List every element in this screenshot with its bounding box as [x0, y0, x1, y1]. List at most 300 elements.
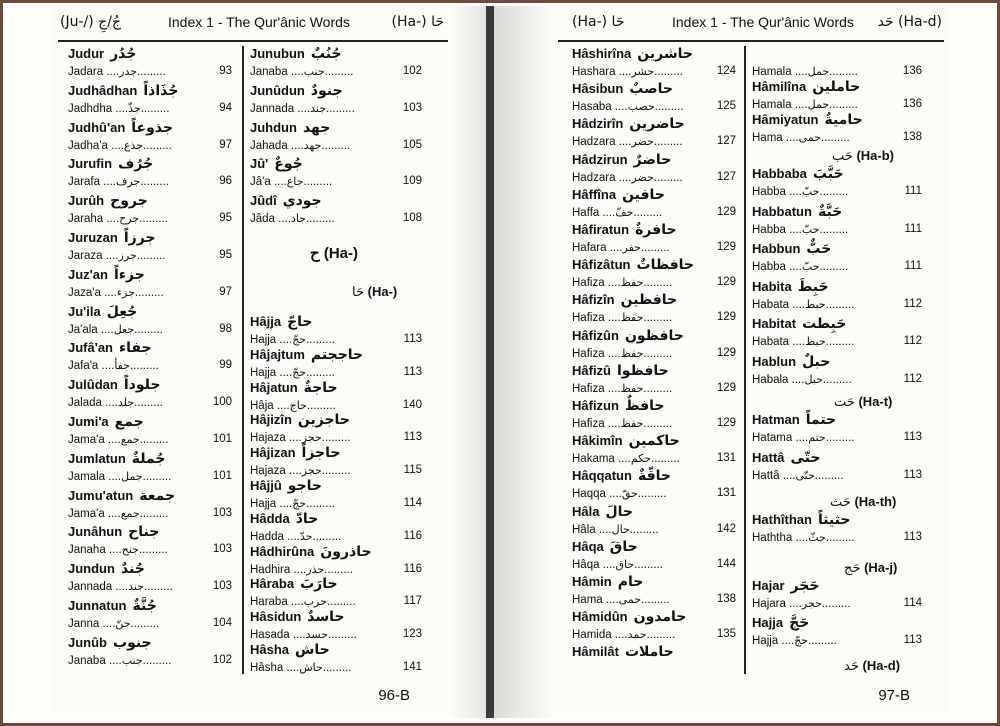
entry-headword	[250, 83, 343, 99]
index-entry	[68, 193, 238, 230]
entry-arabic: جرزاً	[123, 230, 156, 246]
index-entry	[68, 635, 238, 672]
entry-page-ref: 113	[403, 431, 422, 444]
entry-root: Habata	[752, 336, 790, 348]
leader-dots: .........	[305, 213, 335, 226]
leader-dots: .........	[142, 470, 172, 483]
entry-arabic: جُنُبٌ	[310, 46, 342, 62]
entry-root-arabic: حجز	[301, 431, 322, 445]
entry-headword	[250, 412, 350, 428]
entry-root-line	[752, 65, 928, 78]
leader-dots: .........	[651, 453, 680, 466]
leader-dots: ....	[276, 498, 293, 510]
entry-headword	[250, 156, 303, 172]
leader-dots: .........	[633, 206, 663, 219]
sub-header-ha-d: حَد (Ha-d)	[844, 658, 901, 674]
entry-root-line	[250, 333, 428, 346]
entry-headword	[68, 340, 152, 356]
entry-page-ref: 112	[903, 297, 922, 310]
leader-dots: .........	[825, 336, 855, 348]
leader-dots: .........	[641, 594, 670, 606]
entry-transliteration: Junnatun	[68, 598, 127, 613]
leader-dots: ....	[290, 563, 307, 576]
entry-root: Hafiza	[572, 382, 605, 395]
entry-root-line	[572, 558, 742, 571]
entry-page-ref: 138	[716, 593, 736, 605]
entry-arabic: حافرةٌ	[635, 222, 677, 238]
entry-root-arabic: حجّ	[292, 333, 307, 346]
entry-root-arabic: حفّ	[615, 205, 634, 219]
book-spine	[486, 6, 494, 718]
entry-arabic: حَبَّبَ	[812, 166, 844, 182]
sub-header-ha: حَا (Ha-)	[352, 284, 398, 300]
leader-dots: ....	[97, 323, 114, 336]
leader-dots: .........	[306, 399, 336, 412]
entry-headword	[250, 347, 363, 363]
entry-root-arabic: جنب	[121, 653, 143, 667]
entry-root: Habala	[752, 373, 789, 386]
entry-page-ref: 116	[403, 529, 422, 542]
entry-arabic: حامدون	[633, 609, 687, 626]
column-divider	[242, 46, 244, 674]
entry-root: Hâsha	[250, 662, 284, 674]
entry-root-line	[68, 359, 238, 372]
entry-root-line	[250, 595, 428, 608]
entry-root: Jaraza	[68, 250, 103, 262]
entry-transliteration: Hâjja	[250, 314, 282, 329]
leader-dots: ....	[112, 102, 129, 115]
entry-headword	[68, 156, 153, 172]
entry-page-ref: 115	[403, 464, 422, 477]
entry-transliteration: Hâmiyatun	[752, 112, 819, 127]
entry-root-line	[752, 431, 928, 444]
leader-dots: .........	[143, 139, 172, 152]
index-entry	[68, 230, 238, 267]
leader-dots: ....	[604, 418, 621, 430]
index-entry	[250, 511, 428, 544]
leader-dots: ....	[283, 662, 300, 674]
index-entry	[250, 478, 428, 511]
entry-arabic: جمع	[114, 414, 144, 430]
leader-dots: .........	[326, 102, 355, 115]
entry-page-ref: 100	[212, 396, 232, 409]
sub-header-ha-th: حَث (Ha-th)	[830, 494, 897, 510]
entry-root-arabic: حبّ	[801, 185, 820, 198]
entry-arabic: جُذَاذاً	[143, 82, 179, 99]
entry-root-line	[68, 433, 238, 446]
entry-page-ref: 113	[403, 333, 422, 345]
index-entry	[752, 615, 928, 652]
leader-dots: ....	[287, 139, 304, 152]
entry-root-line	[572, 382, 742, 395]
entry-transliteration: Julûdan	[68, 377, 118, 393]
entry-headword	[752, 615, 809, 631]
leader-dots: .........	[808, 635, 837, 647]
entry-root-line	[250, 661, 428, 674]
entry-root: Hafiza	[572, 277, 605, 290]
leader-dots: ....	[614, 453, 631, 466]
entry-arabic: حاضرٌ	[633, 151, 672, 168]
entry-root-arabic: جنّ	[115, 617, 131, 630]
entry-headword	[250, 46, 342, 62]
entry-transliteration: Hajja	[752, 615, 784, 630]
index-entry	[752, 354, 928, 392]
entry-transliteration: Junûb	[68, 634, 107, 650]
entry-headword	[250, 609, 345, 625]
entry-root-arabic: جمل	[121, 469, 143, 483]
leader-dots: ....	[107, 139, 124, 152]
leader-dots: ....	[105, 654, 122, 667]
entry-root: Jannada	[68, 581, 113, 594]
entry-page-ref: 111	[904, 185, 922, 197]
entry-page-ref: 123	[402, 628, 422, 641]
entry-root-arabic: حجّ	[292, 497, 307, 510]
entry-page-ref: 114	[903, 597, 922, 609]
entry-arabic: حاجزين	[297, 412, 350, 429]
entry-root-arabic: حسد	[305, 628, 329, 642]
entry-headword	[68, 377, 160, 393]
entry-headword	[572, 433, 680, 449]
entry-root-line	[752, 597, 928, 610]
entry-page-ref: 129	[716, 311, 736, 324]
entry-headword	[250, 478, 322, 494]
entry-transliteration: Hablun	[752, 353, 797, 369]
index-entry	[572, 363, 742, 398]
entry-page-ref: 96	[219, 175, 232, 188]
entry-arabic: حاملين	[812, 79, 861, 95]
entry-root: Janaba	[250, 66, 288, 78]
entry-page-ref: 104	[212, 617, 232, 629]
entry-transliteration: Hâjajtum	[250, 346, 305, 362]
entry-root-arabic: جزء	[116, 285, 135, 299]
entry-root-arabic: جفأ	[114, 359, 131, 373]
index-entry	[752, 204, 928, 242]
entry-root-arabic: جمع	[120, 433, 140, 446]
entry-root: Hajja	[250, 366, 277, 379]
leader-dots: ....	[112, 581, 129, 594]
entry-root-line	[752, 335, 928, 348]
leader-dots: ....	[273, 399, 290, 412]
entry-transliteration: Hâqqatun	[572, 468, 632, 484]
leader-dots: .........	[829, 66, 858, 78]
entry-root: Jafa'a	[68, 360, 99, 373]
entry-root: Hajja	[752, 635, 779, 647]
entry-page-ref: 103	[212, 543, 232, 556]
entry-transliteration: Hâsibun	[572, 81, 624, 97]
index-entry	[572, 504, 742, 539]
index-entry	[572, 116, 742, 151]
entry-root: Hafiza	[572, 347, 605, 360]
entry-root: Habba	[752, 223, 786, 236]
entry-headword	[752, 204, 842, 220]
entry-transliteration: Hâraba	[250, 576, 295, 592]
entry-root-arabic: حمل	[807, 65, 830, 78]
entry-arabic: حاضرين	[629, 116, 685, 133]
leader-dots: .........	[634, 558, 663, 571]
index-entry	[572, 644, 742, 679]
entry-root-arabic: جذّ	[128, 101, 141, 115]
entry-transliteration: Jufâ'an	[68, 340, 113, 356]
index-entry	[250, 642, 428, 675]
entry-transliteration: Juz'an	[68, 266, 108, 282]
section-title-ha: ح (Ha-)	[310, 245, 359, 262]
entry-root-line	[250, 139, 428, 152]
entry-arabic: حَبِطت	[802, 316, 847, 332]
entry-transliteration: Hâfiratun	[572, 222, 630, 237]
entry-transliteration: Jurûh	[68, 193, 105, 209]
leader-dots: ....	[791, 99, 808, 111]
index-entry	[572, 433, 742, 468]
leader-dots: ....	[785, 223, 802, 236]
entry-root-arabic: حشر	[631, 65, 655, 78]
left-page	[52, 6, 452, 714]
entry-root-arabic: جرز	[118, 249, 137, 262]
leader-dots: .........	[629, 523, 659, 536]
entry-root-line	[572, 593, 742, 606]
entry-arabic: حاسدٌ	[307, 609, 345, 626]
entry-arabic: جزءاً	[113, 266, 145, 283]
entry-transliteration: Hâjatun	[250, 379, 298, 395]
index-entry	[250, 445, 428, 478]
entry-root-arabic: حمد	[627, 628, 647, 642]
leader-dots: .........	[643, 418, 673, 430]
left-page-header	[60, 14, 452, 36]
page-number: 97-B	[878, 687, 910, 704]
entry-root-line	[752, 131, 928, 144]
leader-dots: .........	[825, 532, 855, 544]
leader-dots: ....	[105, 544, 122, 557]
entry-page-ref: 102	[402, 65, 422, 77]
entry-root-arabic: حاق	[615, 557, 635, 571]
entry-headword	[752, 46, 758, 62]
entry-headword	[752, 316, 846, 332]
index-entry	[752, 412, 928, 450]
entry-root-line	[250, 175, 428, 188]
entry-root-line	[572, 311, 742, 324]
entry-headword	[572, 574, 643, 590]
entry-page-ref: 129	[716, 346, 736, 359]
entry-root: Hamida	[572, 629, 612, 642]
leader-dots: ....	[792, 432, 809, 444]
entry-root-arabic: جعل	[113, 322, 135, 336]
leader-dots: .........	[140, 176, 169, 189]
entry-page-ref: 102	[212, 653, 232, 666]
entry-headword	[68, 414, 144, 430]
entry-headword	[250, 193, 322, 209]
entry-transliteration: Hâmidûn	[572, 609, 628, 625]
entry-root: Hajja	[250, 334, 277, 346]
entry-root-line	[68, 175, 238, 188]
entry-page-ref: 135	[716, 628, 736, 641]
entry-headword	[572, 468, 671, 484]
entry-arabic: حافظوا	[617, 362, 669, 379]
index-entry	[68, 46, 238, 83]
entry-headword	[68, 304, 137, 320]
entry-arabic: حتماً	[805, 412, 837, 428]
entry-transliteration: Hâmilât	[572, 644, 619, 660]
entry-transliteration: Hâkimîn	[572, 433, 623, 449]
entry-root-line	[752, 98, 928, 111]
entry-arabic: جُعِلَ	[106, 303, 138, 320]
entry-transliteration: Hâffîna	[572, 186, 617, 202]
entry-headword	[572, 609, 686, 625]
entry-arabic: جذوعاً	[131, 119, 173, 136]
index-entry	[572, 539, 742, 574]
leader-dots: .........	[814, 470, 844, 482]
entry-root: Hadhira	[250, 563, 291, 576]
leader-dots: .........	[312, 530, 342, 543]
gutter-shadow-right	[494, 6, 552, 718]
leader-dots: ....	[605, 488, 622, 501]
leader-dots: .........	[829, 99, 858, 111]
leader-dots: .........	[822, 373, 852, 386]
leader-dots: .........	[821, 598, 851, 610]
entry-transliteration: Hâjjû	[250, 478, 282, 493]
entry-arabic: حَبٌّ	[806, 241, 832, 257]
entry-headword	[752, 354, 830, 370]
entry-root-arabic: حمى	[618, 593, 641, 606]
index-entry	[572, 328, 742, 363]
entry-root-arabic: حمل	[807, 98, 830, 111]
leader-dots: ....	[104, 507, 121, 520]
index-entry	[250, 120, 428, 157]
entry-root-line	[250, 102, 428, 115]
index-entry	[250, 83, 428, 120]
sub-header-ha-t: حَت (Ha-t)	[834, 394, 893, 410]
index-entry	[68, 561, 238, 598]
entry-headword	[752, 79, 860, 95]
entry-arabic: جمعة	[139, 487, 176, 504]
entry-headword	[572, 187, 665, 203]
leader-dots: .........	[139, 507, 169, 520]
entry-transliteration: Hâsha	[250, 642, 290, 657]
leader-dots: ....	[791, 66, 808, 78]
leader-dots: .........	[643, 347, 673, 360]
entry-headword	[68, 267, 145, 283]
entry-page-ref: 116	[403, 562, 422, 575]
leader-dots: ....	[604, 312, 621, 325]
entry-root-line	[572, 628, 742, 641]
leader-dots: .........	[646, 629, 676, 642]
entry-transliteration: Hâsidun	[250, 609, 302, 625]
entry-root-line	[68, 212, 238, 225]
entry-transliteration: Hâla	[572, 503, 600, 519]
entry-arabic: حَبِطَ	[797, 278, 829, 295]
leader-dots: .........	[134, 286, 164, 299]
entry-arabic: جروح	[110, 193, 148, 210]
entry-page-ref: 140	[402, 398, 422, 411]
leader-dots: .........	[819, 261, 849, 273]
entry-root: Hasada	[250, 629, 290, 642]
leader-dots: ....	[788, 373, 805, 386]
entry-root: Habba	[752, 261, 786, 273]
entry-arabic: حافظين	[620, 292, 678, 309]
index-entry	[250, 46, 428, 83]
entry-page-ref: 101	[212, 433, 232, 445]
entry-arabic: حَبَّةٌ	[817, 203, 843, 220]
entry-root-line	[572, 171, 742, 184]
entry-root-arabic: حبّ	[801, 260, 820, 273]
entry-page-ref: 97	[219, 285, 232, 298]
leader-dots: ....	[604, 347, 621, 360]
leader-dots: .........	[640, 242, 670, 254]
entry-transliteration: Habita	[752, 278, 792, 294]
leader-dots: .........	[321, 432, 351, 445]
entry-root-line	[572, 65, 742, 78]
entry-headword	[68, 598, 157, 614]
index-entry	[752, 241, 928, 279]
entry-root-line	[572, 135, 742, 148]
index-entry	[250, 544, 428, 577]
entry-arabic: جفاء	[119, 340, 152, 357]
entry-page-ref: 129	[716, 241, 736, 253]
entry-root: Haraba	[250, 596, 288, 609]
header-right-label: حَد (Ha-d)	[877, 14, 942, 30]
index-entry	[752, 166, 928, 204]
entry-headword	[572, 152, 671, 168]
leader-dots: .........	[643, 277, 673, 290]
leader-dots: ....	[595, 523, 612, 536]
entry-root: Jadara	[68, 66, 104, 78]
entry-transliteration: Hâfizun	[572, 398, 619, 413]
leader-dots: ....	[98, 360, 115, 373]
entry-arabic: حاميةٌ	[824, 112, 863, 128]
leader-dots: .........	[306, 334, 335, 346]
entry-root-line	[572, 417, 742, 430]
entry-root-line	[250, 530, 428, 543]
entry-headword	[250, 445, 340, 461]
entry-root: Hâla	[572, 523, 596, 536]
entry-root-line	[572, 347, 742, 360]
leader-dots: ....	[606, 242, 623, 254]
entry-headword	[572, 328, 684, 344]
entry-transliteration: Hâfizû	[572, 362, 611, 378]
entry-root-line	[250, 65, 428, 78]
entry-root-arabic: حجز	[301, 464, 322, 478]
index-entry	[572, 46, 742, 81]
entry-root-line	[752, 531, 928, 544]
entry-headword	[752, 450, 820, 466]
entry-headword	[68, 635, 152, 651]
entry-transliteration: Judur	[68, 46, 105, 61]
entry-root-arabic: جلد	[117, 396, 135, 410]
entry-page-ref: 129	[716, 417, 736, 429]
entry-page-ref: 144	[716, 557, 736, 570]
entry-page-ref: 117	[403, 595, 422, 608]
leader-dots: ....	[778, 635, 795, 647]
entry-page-ref: 99	[219, 359, 232, 372]
entry-transliteration: Jundun	[68, 561, 115, 577]
entry-page-ref: 136	[902, 65, 922, 77]
entry-arabic: حاصبٌ	[629, 81, 673, 98]
entry-page-ref: 95	[219, 249, 232, 261]
entry-arabic: حاكمين	[628, 433, 680, 450]
entry-root-line	[572, 487, 742, 500]
entry-root: Hakama	[572, 453, 615, 466]
entry-root-arabic: حمى	[798, 131, 821, 144]
entry-transliteration: Hâshirîna	[572, 46, 632, 61]
entry-root-line	[250, 366, 428, 379]
entry-root-arabic: حفظ	[620, 346, 644, 360]
entry-headword	[68, 488, 175, 504]
index-entry	[572, 152, 742, 187]
leader-dots: .........	[134, 323, 163, 336]
entry-headword	[250, 511, 318, 527]
header-rule	[58, 40, 448, 42]
entry-root-line	[250, 628, 428, 641]
leader-dots: ....	[102, 250, 119, 262]
leader-dots: .........	[643, 312, 673, 325]
